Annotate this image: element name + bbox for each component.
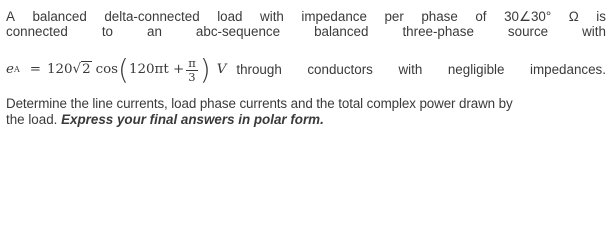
eq-coefficient: 120 xyxy=(46,62,73,77)
word: A xyxy=(6,9,15,24)
ohm-symbol: Ω xyxy=(568,9,579,24)
word: impedance xyxy=(301,9,367,24)
word: to xyxy=(101,24,113,39)
impedance-value: 30∠30° xyxy=(504,9,552,24)
word: phase xyxy=(421,9,458,24)
word: through xyxy=(236,62,282,77)
fraction-denominator: 3 xyxy=(188,69,196,84)
word: with xyxy=(582,24,606,39)
word: source xyxy=(507,24,549,39)
word: three-phase xyxy=(402,24,474,39)
eq-lhs-subscript: A xyxy=(13,65,20,74)
equation-trailing-text xyxy=(236,62,606,78)
sqrt-argument: 2 xyxy=(82,62,91,77)
problem-line-4: Determine the line currents, load phase currents and the total complex power drawn by xyxy=(6,96,513,111)
word: impedances. xyxy=(530,62,606,77)
word: balanced xyxy=(32,9,87,24)
word: abc-sequence xyxy=(195,24,281,39)
word: is xyxy=(596,9,606,24)
word: balanced xyxy=(314,24,369,39)
word: of xyxy=(475,9,487,24)
word: conductors xyxy=(307,62,373,77)
eq-unit: V xyxy=(216,62,227,77)
eq-function: cos xyxy=(95,62,119,77)
sqrt-expression: √2 xyxy=(72,62,91,77)
word: with xyxy=(260,9,284,24)
problem-line-1 xyxy=(6,9,606,25)
right-paren: ) xyxy=(199,53,211,86)
word: per xyxy=(384,9,404,24)
left-paren: ( xyxy=(118,53,129,86)
word: connected xyxy=(6,24,68,39)
line5-plain: the load. xyxy=(6,112,58,127)
problem-line-2 xyxy=(6,24,606,40)
word: an xyxy=(147,24,162,39)
word: with xyxy=(398,62,423,77)
source-voltage-equation xyxy=(6,53,227,86)
fraction xyxy=(186,57,198,84)
word: delta-connected xyxy=(104,9,200,24)
source-equation-line xyxy=(6,53,606,86)
line5-emphasis: Express your final answers in polar form. xyxy=(61,112,324,127)
eq-argument: 120πt + xyxy=(128,62,185,77)
problem-line-5 xyxy=(6,112,606,128)
eq-lhs: e xyxy=(6,62,14,77)
fraction-numerator: π xyxy=(188,55,196,70)
word: negligible xyxy=(447,62,505,77)
eq-equals: = xyxy=(29,62,41,77)
word: load xyxy=(217,9,243,24)
